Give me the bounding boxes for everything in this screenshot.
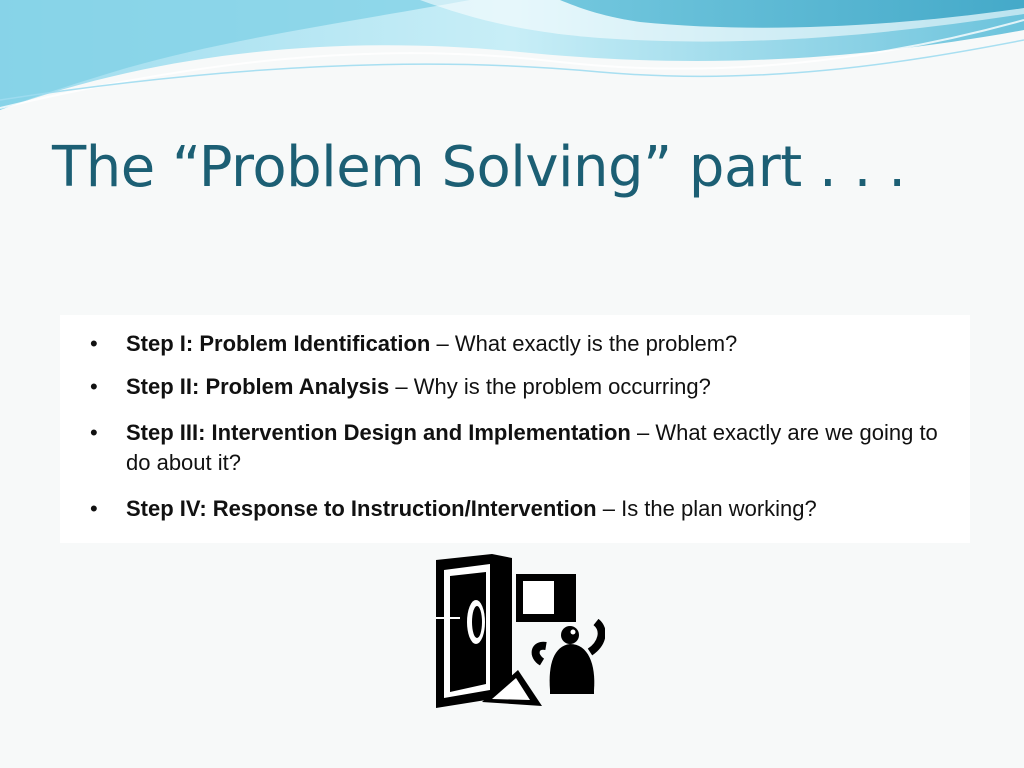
step-description: Why is the problem occurring? — [413, 374, 711, 399]
step-text — [126, 418, 956, 478]
step-heading: Step II: Problem Analysis — [126, 374, 390, 399]
step-heading: Step I: Problem Identification — [126, 331, 431, 356]
step-heading: Step III: Intervention Design and Implementation — [126, 420, 631, 445]
step-dash: – — [596, 496, 622, 521]
step-text — [126, 329, 956, 359]
slide-title: The “Problem Solving” part . . . — [52, 135, 906, 200]
step-text — [126, 372, 956, 402]
step-description: What exactly are we going to do about it? — [126, 420, 938, 475]
step-description: What exactly is the problem? — [454, 331, 738, 356]
step-dash: – — [430, 331, 455, 356]
bullet: • — [90, 374, 98, 399]
step-text — [126, 494, 956, 524]
bullet: • — [90, 420, 98, 445]
door-figure-icon — [430, 552, 605, 712]
bullet: • — [90, 331, 98, 356]
step-heading: Step IV: Response to Instruction/Intervention — [126, 496, 597, 521]
step-dash: – — [630, 420, 656, 445]
step-description: Is the plan working? — [621, 496, 817, 521]
bullet: • — [90, 496, 98, 521]
header-wave-decoration — [0, 0, 1024, 120]
step-dash: – — [389, 374, 414, 399]
steps-panel — [60, 315, 970, 543]
